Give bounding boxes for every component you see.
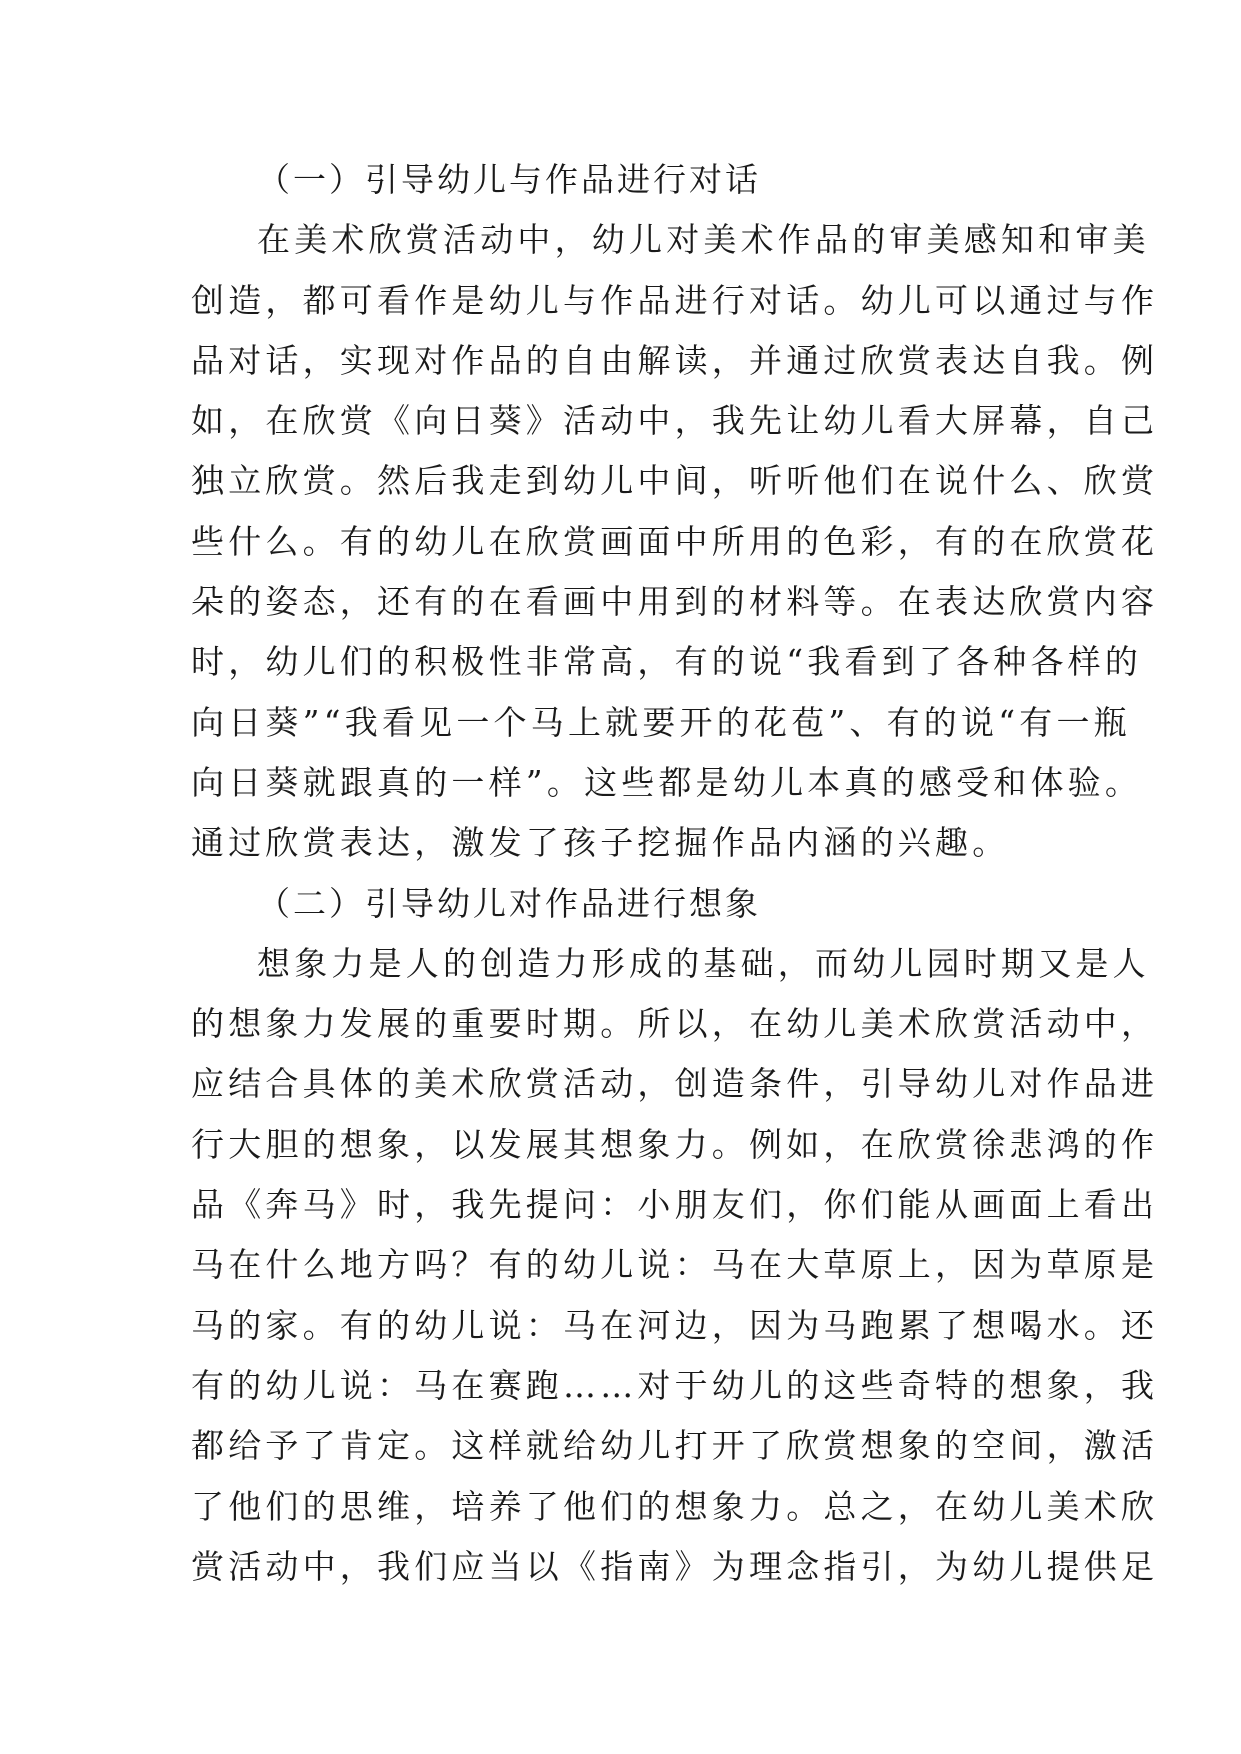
paragraph-line: 向日葵就跟真的一样”。这些都是幼儿本真的感受和体验。: [191, 762, 1143, 802]
paragraph-line: 马在什么地方吗？有的幼儿说：马在大草原上，因为草原是: [191, 1245, 1159, 1285]
section-heading-1: （一）引导幼儿与作品进行对话: [257, 160, 761, 199]
paragraph-line: 时，幼儿们的积极性非常高，有的说“我看到了各种各样的: [191, 642, 1143, 682]
paragraph-line: 通过欣赏表达，激发了孩子挖掘作品内涵的兴趣。: [191, 823, 1010, 863]
paragraph-line: 创造，都可看作是幼儿与作品进行对话。幼儿可以通过与作: [191, 280, 1159, 320]
paragraph-line: 在美术欣赏活动中，幼儿对美术作品的审美感知和审美: [257, 220, 1150, 260]
paragraph-line: 赏活动中，我们应当以《指南》为理念指引，为幼儿提供足: [191, 1546, 1159, 1586]
section-heading-2: （二）引导幼儿对作品进行想象: [257, 883, 761, 923]
paragraph-line: 品《奔马》时，我先提问：小朋友们，你们能从画面上看出: [191, 1185, 1159, 1225]
paragraph-line: 想象力是人的创造力形成的基础，而幼儿园时期又是人: [257, 943, 1150, 983]
paragraph-line: 了他们的思维，培养了他们的想象力。总之，在幼儿美术欣: [191, 1486, 1159, 1526]
paragraph-line: 朵的姿态，还有的在看画中用到的材料等。在表达欣赏内容: [191, 582, 1159, 622]
paragraph-line: 品对话，实现对作品的自由解读，并通过欣赏表达自我。例: [191, 340, 1159, 380]
paragraph-line: 有的幼儿说：马在赛跑……对于幼儿的这些奇特的想象，我: [191, 1365, 1159, 1405]
paragraph-line: 应结合具体的美术欣赏活动，创造条件，引导幼儿对作品进: [191, 1064, 1159, 1104]
paragraph-line: 如，在欣赏《向日葵》活动中，我先让幼儿看大屏幕，自己: [191, 401, 1159, 441]
paragraph-line: 的想象力发展的重要时期。所以，在幼儿美术欣赏活动中，: [191, 1004, 1159, 1044]
paragraph-line: 马的家。有的幼儿说：马在河边，因为马跑累了想喝水。还: [191, 1305, 1159, 1345]
paragraph-line: 向日葵”“我看见一个马上就要开的花苞”、有的说“有一瓶: [191, 702, 1131, 742]
body-text: [191, 150, 1159, 1597]
paragraph-line: 行大胆的想象，以发展其想象力。例如，在欣赏徐悲鸿的作: [191, 1124, 1159, 1164]
paragraph-line: 些什么。有的幼儿在欣赏画面中所用的色彩，有的在欣赏花: [191, 521, 1159, 561]
paragraph-line: 独立欣赏。然后我走到幼儿中间，听听他们在说什么、欣赏: [191, 461, 1159, 501]
paragraph-line: 都给予了肯定。这样就给幼儿打开了欣赏想象的空间，激活: [191, 1426, 1159, 1466]
